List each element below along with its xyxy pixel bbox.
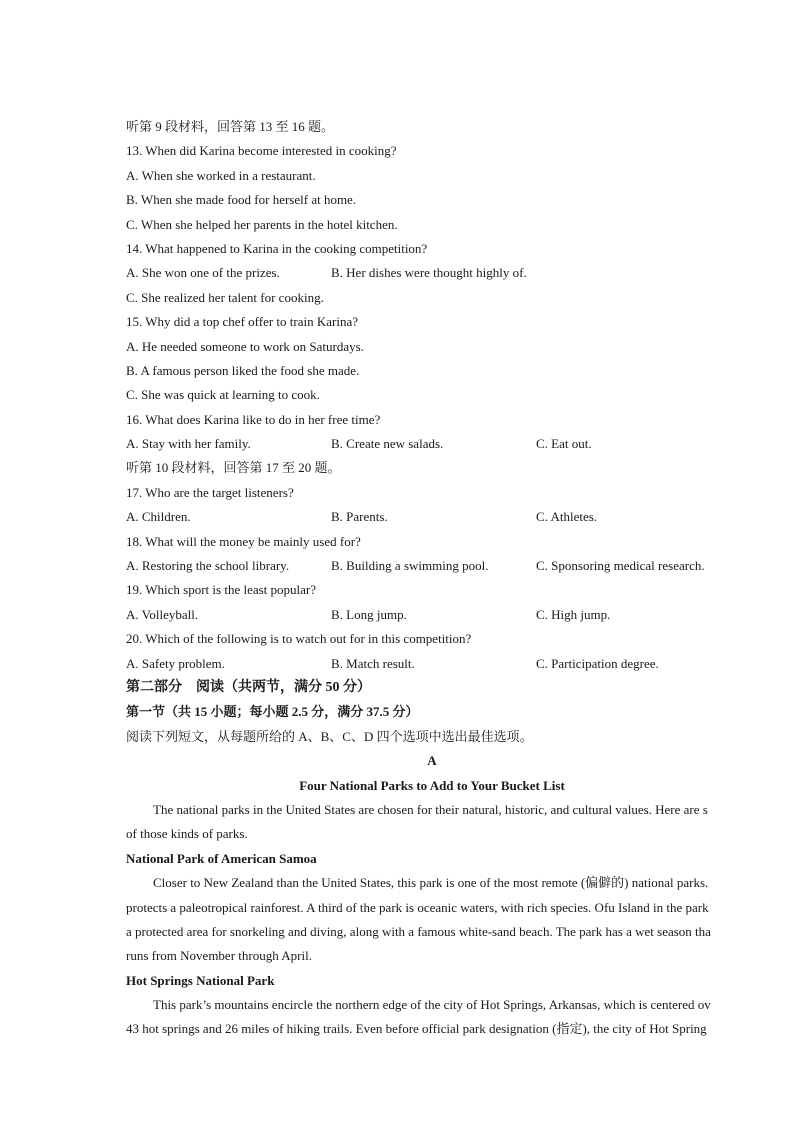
q18-option-a: A. Restoring the school library.: [126, 558, 290, 574]
samoa-line-4: runs from November through April.: [126, 948, 312, 964]
passage-intro-line-1: The national parks in the United States are chosen for their natural, historic, and cultural values. Here are s: [153, 801, 708, 817]
q17-options-row: [126, 505, 738, 529]
hot-springs-line-1: This park’s mountains encircle the northern edge of the city of Hot Springs, Arkansas, which is centered ov: [153, 997, 711, 1013]
q16-option-b: B. Create new salads.: [331, 436, 444, 452]
q19-stem: 19. Which sport is the least popular?: [126, 582, 317, 598]
part2-instruction: 阅读下列短文，从每题所给的 A、B、C、D 四个选项中选出最佳选项。: [126, 728, 533, 744]
q13-option-c: C. When she helped her parents in the hotel kitchen.: [126, 216, 398, 232]
q15-option-c: C. She was quick at learning to cook.: [126, 387, 320, 403]
q14-stem: 14. What happened to Karina in the cooking competition?: [126, 240, 428, 256]
q13-option-b: B. When she made food for herself at home.: [126, 192, 357, 208]
section10-instruction: 听第 10 段材料，回答第 17 至 20 题。: [126, 460, 341, 476]
q16-option-a: A. Stay with her family.: [126, 436, 251, 452]
q18-option-b: B. Building a swimming pool.: [331, 558, 489, 574]
hot-springs-line-2: 43 hot springs and 26 miles of hiking trails. Even before official park designation (指定), the city of Hot Spring: [126, 1021, 707, 1037]
q15-option-b: B. A famous person liked the food she made.: [126, 362, 360, 378]
q14-option-c: C. She realized her talent for cooking.: [126, 289, 324, 305]
passage-title: Four National Parks to Add to Your Bucket List: [299, 777, 565, 793]
q19-options-row: [126, 603, 738, 627]
q17-stem: 17. Who are the target listeners?: [126, 484, 294, 500]
q15-stem: 15. Why did a top chef offer to train Karina?: [126, 314, 358, 330]
q16-options-row: [126, 432, 738, 456]
q17-option-c: C. Athletes.: [536, 509, 598, 525]
section9-instruction: 听第 9 段材料，回答第 13 至 16 题。: [126, 119, 335, 134]
q14-option-a: A. She won one of the prizes.: [126, 265, 280, 281]
exam-page: [126, 115, 738, 1042]
q14-option-b: B. Her dishes were thought highly of.: [331, 265, 527, 281]
samoa-section-title: National Park of American Samoa: [126, 850, 317, 866]
q20-option-c: C. Participation degree.: [536, 655, 659, 671]
q17-option-b: B. Parents.: [331, 509, 388, 525]
q20-option-b: B. Match result.: [331, 655, 415, 671]
q18-options-row: [126, 554, 738, 578]
q20-option-a: A. Safety problem.: [126, 655, 225, 671]
samoa-line-1: Closer to New Zealand than the United States, this park is one of the most remote (偏僻的) national parks.: [153, 875, 709, 891]
q20-stem: 20. Which of the following is to watch out for in this competition?: [126, 631, 472, 647]
samoa-line-3: a protected area for snorkeling and diving, along with a famous white-sand beach. The park has a wet season tha: [126, 923, 711, 939]
passage-letter: A: [427, 753, 437, 769]
q18-stem: 18. What will the money be mainly used for?: [126, 533, 361, 549]
hot-springs-section-title: Hot Springs National Park: [126, 972, 275, 988]
q19-option-b: B. Long jump.: [331, 606, 407, 622]
q16-stem: 16. What does Karina like to do in her free time?: [126, 411, 381, 427]
samoa-line-2: protects a paleotropical rainforest. A third of the park is oceanic waters, with rich species. Ofu Island in the park: [126, 899, 709, 915]
part2-subheading: 第一节（共 15 小题；每小题 2.5 分，满分 37.5 分）: [126, 704, 419, 720]
q13-stem: 13. When did Karina become interested in cooking?: [126, 143, 397, 159]
q16-option-c: C. Eat out.: [536, 436, 592, 452]
q20-options-row: [126, 652, 738, 676]
q18-option-c: C. Sponsoring medical research.: [536, 558, 705, 574]
passage-intro-line-2: of those kinds of parks.: [126, 826, 248, 842]
part2-heading: 第二部分 阅读（共两节，满分 50 分）: [126, 679, 371, 695]
q15-option-a: A. He needed someone to work on Saturdays.: [126, 338, 364, 354]
q14-options-row: [126, 261, 738, 285]
q19-option-a: A. Volleyball.: [126, 606, 199, 622]
q17-option-a: A. Children.: [126, 509, 191, 525]
q13-option-a: A. When she worked in a restaurant.: [126, 167, 316, 183]
q19-option-c: C. High jump.: [536, 606, 611, 622]
